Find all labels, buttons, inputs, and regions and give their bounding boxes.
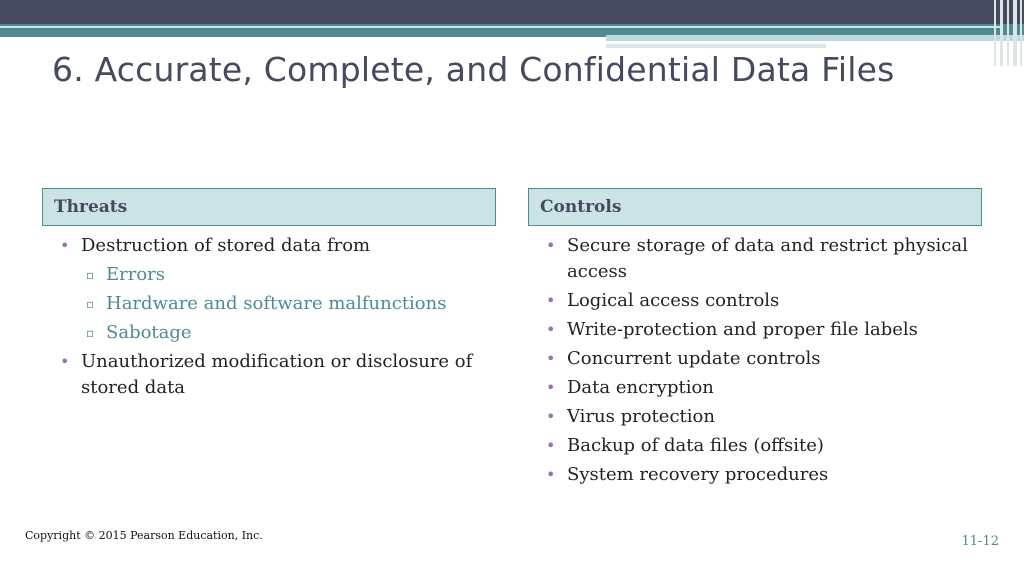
bullet-icon: • bbox=[546, 349, 556, 368]
control-text: Write-protection and proper file labels bbox=[567, 319, 918, 340]
bullet-icon: • bbox=[60, 236, 70, 255]
banner-stripe bbox=[606, 35, 1024, 41]
banner-vertical-stripes bbox=[992, 0, 1024, 66]
list-item bbox=[544, 462, 984, 488]
banner-divider-line bbox=[0, 26, 1000, 28]
banner-stripe bbox=[838, 41, 948, 44]
control-text: Virus protection bbox=[567, 406, 715, 427]
top-banner bbox=[0, 0, 1024, 24]
threats-list bbox=[58, 233, 498, 404]
slide-title: 6. Accurate, Complete, and Confidential Data Files bbox=[52, 50, 895, 89]
list-item bbox=[544, 346, 984, 372]
control-text: Secure storage of data and restrict physical access bbox=[567, 235, 968, 282]
list-subitem bbox=[58, 320, 498, 346]
list-item bbox=[544, 404, 984, 430]
threat-text: Destruction of stored data from bbox=[81, 235, 371, 256]
list-item bbox=[544, 288, 984, 314]
control-text: Concurrent update controls bbox=[567, 348, 821, 369]
square-bullet-icon: ▫ bbox=[86, 268, 95, 282]
list-item bbox=[58, 233, 498, 259]
list-item bbox=[544, 233, 984, 285]
control-text: Data encryption bbox=[567, 377, 714, 398]
control-text: Backup of data files (offsite) bbox=[567, 435, 824, 456]
bullet-icon: • bbox=[546, 465, 556, 484]
list-item bbox=[544, 375, 984, 401]
controls-list bbox=[544, 233, 984, 491]
threat-subitem-text: Errors bbox=[106, 264, 166, 285]
slide-number: 11-12 bbox=[961, 534, 999, 549]
list-subitem bbox=[58, 262, 498, 288]
control-text: Logical access controls bbox=[567, 290, 780, 311]
square-bullet-icon: ▫ bbox=[86, 326, 95, 340]
threat-subitem-text: Hardware and software malfunctions bbox=[106, 293, 447, 314]
bullet-icon: • bbox=[546, 378, 556, 397]
copyright-notice: Copyright © 2015 Pearson Education, Inc. bbox=[25, 529, 263, 542]
banner-stripe bbox=[606, 44, 826, 48]
bullet-icon: • bbox=[546, 291, 556, 310]
square-bullet-icon: ▫ bbox=[86, 297, 95, 311]
bullet-icon: • bbox=[60, 352, 70, 371]
threats-header: Threats bbox=[42, 188, 496, 226]
list-item bbox=[544, 433, 984, 459]
bullet-icon: • bbox=[546, 407, 556, 426]
bullet-icon: • bbox=[546, 320, 556, 339]
list-item bbox=[58, 349, 498, 401]
bullet-icon: • bbox=[546, 436, 556, 455]
threat-subitem-text: Sabotage bbox=[106, 322, 192, 343]
list-item bbox=[544, 317, 984, 343]
controls-header: Controls bbox=[528, 188, 982, 226]
control-text: System recovery procedures bbox=[567, 464, 829, 485]
threat-text: Unauthorized modification or disclosure of stored data bbox=[81, 351, 473, 398]
list-subitem bbox=[58, 291, 498, 317]
bullet-icon: • bbox=[546, 236, 556, 255]
